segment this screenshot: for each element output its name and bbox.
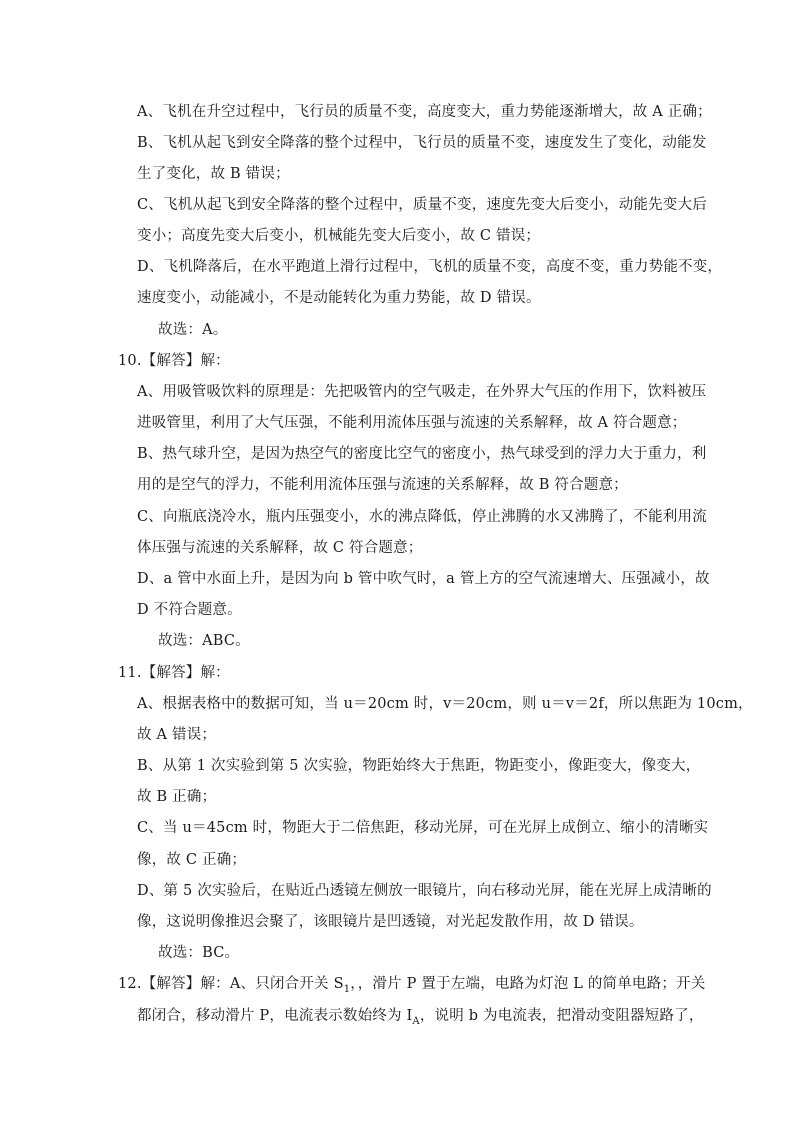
q10-line: D、a 管中水面上升，是因为向 b 管中吹气时，a 管上方的空气流速增大、压强减小，故 — [137, 571, 710, 587]
q12-line — [118, 974, 705, 994]
q11-line: C、当 u＝45cm 时，物距大于二倍焦距，移动光屏，可在光屏上成倒立、缩小的清晰实 — [137, 820, 709, 836]
q12-text: ，，滑片 P 置于左端，电路为灯泡 L 的简单电路；开关 — [350, 976, 706, 992]
q10-line: D 不符合题意。 — [137, 602, 242, 618]
q10-line: 体压强与流速的关系解释，故 C 符合题意； — [137, 540, 423, 556]
q9-line: 变小；高度先变大后变小，机械能先变大后变小，故 C 错误； — [137, 228, 541, 244]
q11-answer: 故选：BC。 — [158, 945, 240, 961]
q12-text: ，说明 b 为电流表，把滑动变阻器短路了， — [419, 1008, 704, 1024]
q12-line — [137, 1006, 704, 1026]
q11-line: D、第 5 次实验后，在贴近凸透镜左侧放一眼镜片，向右移动光屏，能在光屏上成清晰的 — [137, 883, 712, 899]
q11-line: A、根据表格中的数据可知，当 u＝20cm 时，v＝20cm，则 u＝v＝2f，所以焦距为 10cm， — [137, 696, 753, 712]
q10-line: 用的是空气的浮力，不能利用流体压强与流速的关系解释，故 B 符合题意； — [137, 477, 628, 493]
question-number: 11. — [118, 665, 142, 681]
q9-line: C、飞机从起飞到安全降落的整个过程中，质量不变，速度先变大后变小，动能先变大后 — [137, 197, 707, 213]
q9-line: D、飞机降落后，在水平跑道上滑行过程中，飞机的质量不变，高度不变，重力势能不变， — [137, 259, 723, 275]
q9-line: A、飞机在升空过程中，飞行员的质量不变，高度变大，重力势能逐渐增大，故 A 正确； — [137, 104, 712, 120]
q11-line: 故 B 正确； — [137, 789, 217, 805]
answer-intro: 解： — [200, 353, 230, 369]
q9-line: 生了变化，故 B 错误； — [137, 166, 290, 182]
subscript: A — [412, 1015, 420, 1027]
q10-line: B、热气球升空，是因为热空气的密度比空气的密度小，热气球受到的浮力大于重力，利 — [137, 446, 707, 462]
q12-text: 都闭合，移动滑片 P，电流表示数始终为 I — [137, 1008, 413, 1024]
q11-line: 故 A 错误； — [137, 727, 217, 743]
question-number: 10. — [118, 353, 142, 369]
q9-line: 速度变小，动能减小，不是动能转化为重力势能，故 D 错误。 — [137, 290, 541, 306]
subscript: 1 — [343, 983, 351, 995]
answer-tag: 【解答】 — [141, 976, 201, 992]
answer-tag: 【解答】 — [141, 353, 201, 369]
q11-header — [118, 663, 230, 683]
q9-answer: 故选：A。 — [158, 322, 228, 338]
answer-tag: 【解答】 — [141, 665, 201, 681]
q10-line: A、用吸管吸饮料的原理是：先把吸管内的空气吸走，在外界大气压的作用下，饮料被压 — [137, 384, 707, 400]
q10-header — [118, 351, 230, 371]
q10-line: 进吸管里，利用了大气压强，不能利用流体压强与流速的关系解释，故 A 符合题意； — [137, 415, 687, 431]
q10-answer: 故选：ABC。 — [158, 633, 250, 649]
q11-line: B、从第 1 次实验到第 5 次实验，物距始终大于焦距，物距变小，像距变大，像变大， — [137, 758, 701, 774]
q9-line: B、飞机从起飞到安全降落的整个过程中，飞行员的质量不变，速度发生了变化，动能发 — [137, 135, 707, 151]
q10-line: C、向瓶底浇冷水，瓶内压强变小，水的沸点降低，停止沸腾的水又沸腾了，不能利用流 — [137, 509, 707, 525]
q11-line: 像，这说明像推迟会聚了，该眼镜片是凹透镜，对光起发散作用，故 D 错误。 — [137, 914, 644, 930]
question-number: 12. — [118, 976, 142, 992]
answer-intro: 解： — [200, 665, 230, 681]
q11-line: 像，故 C 正确； — [137, 852, 247, 868]
q12-text: 解：A、只闭合开关 S — [200, 976, 344, 992]
